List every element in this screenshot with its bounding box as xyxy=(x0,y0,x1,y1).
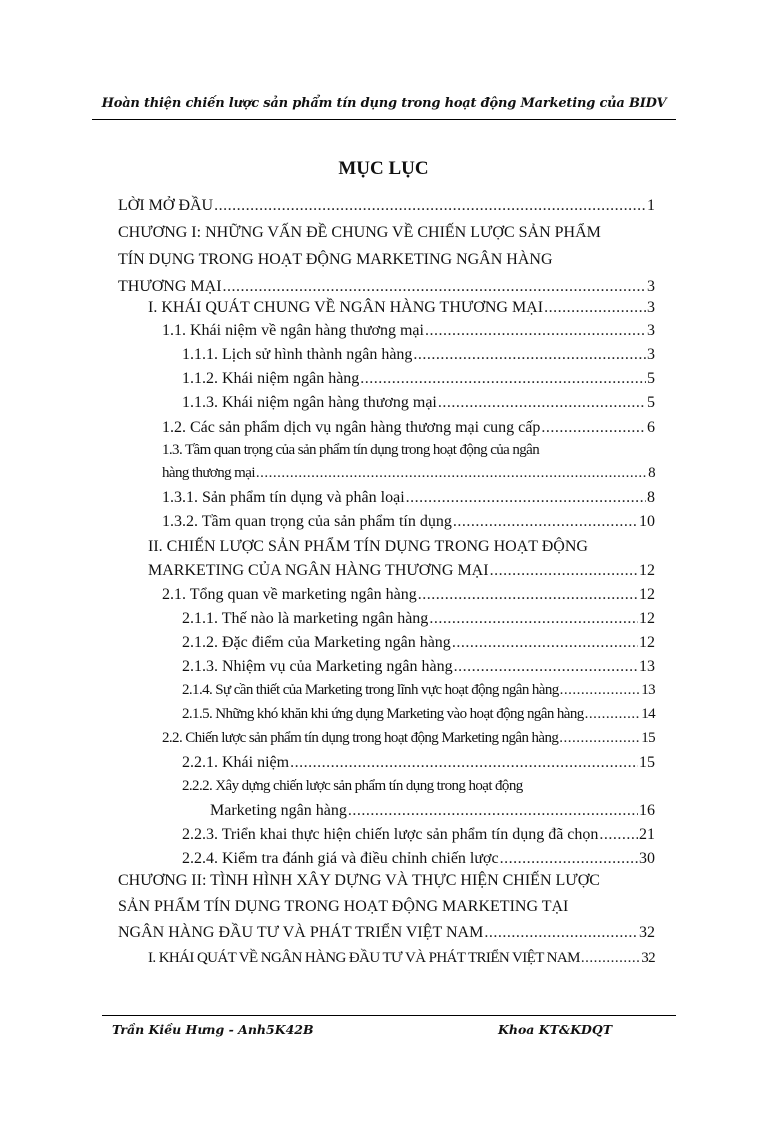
toc-entry-text: 2.1.5. Những khó khăn khi ứng dụng Marketing vào hoạt động ngân hàng xyxy=(182,706,584,722)
toc-page-number: 12 xyxy=(639,586,655,603)
dot-leader xyxy=(360,370,646,388)
dot-leader xyxy=(406,489,646,507)
toc-entry[interactable] xyxy=(162,419,655,437)
dot-leader xyxy=(500,850,638,868)
toc-entry-text: 2.2.4. Kiểm tra đánh giá và điều chỉnh chiến lược xyxy=(182,850,499,867)
toc-entry-text: 1.2. Các sản phẩm dịch vụ ngân hàng thương mại cung cấp xyxy=(162,419,541,436)
dot-leader xyxy=(214,197,646,215)
toc-entry[interactable] xyxy=(182,346,655,364)
toc-entry-text: 2.2.2. Xây dựng chiến lược sản phẩm tín dụng trong hoạt động xyxy=(182,778,523,794)
dot-leader xyxy=(484,924,638,942)
toc-entry-text: 1.3.2. Tầm quan trọng của sản phẩm tín dụng xyxy=(162,513,452,530)
toc-entry[interactable] xyxy=(148,562,655,580)
toc-entry-text: MARKETING CỦA NGÂN HÀNG THƯƠNG MẠI xyxy=(148,562,489,579)
toc-entry[interactable] xyxy=(210,802,655,820)
footer-author: Trần Kiều Hưng - Anh5K42B xyxy=(112,1022,314,1037)
toc-entry[interactable] xyxy=(182,634,655,652)
toc-page-number: 16 xyxy=(639,802,655,819)
toc-page-number: 12 xyxy=(639,634,655,651)
toc-entry[interactable] xyxy=(182,778,523,795)
dot-leader xyxy=(429,610,638,628)
toc-entry[interactable] xyxy=(118,197,655,215)
dot-leader xyxy=(438,394,646,412)
toc-entry[interactable] xyxy=(182,754,655,772)
toc-entry[interactable] xyxy=(182,394,655,412)
toc-entry-text: Marketing ngân hàng xyxy=(210,802,347,819)
dot-leader xyxy=(599,826,638,844)
toc-entry[interactable] xyxy=(182,706,655,723)
toc-entry-text: 1.1.3. Khái niệm ngân hàng thương mại xyxy=(182,394,437,411)
toc-entry[interactable] xyxy=(118,898,568,916)
dot-leader xyxy=(425,322,646,340)
dot-leader xyxy=(490,562,638,580)
dot-leader xyxy=(560,682,641,699)
dot-leader xyxy=(544,299,646,317)
toc-page-number: 12 xyxy=(639,562,655,579)
toc-entry[interactable] xyxy=(182,370,655,388)
toc-entry-text: 2.1.2. Đặc điểm của Marketing ngân hàng xyxy=(182,634,451,651)
toc-page-number: 5 xyxy=(647,370,655,387)
toc-page-number: 32 xyxy=(639,924,655,941)
toc-entry[interactable] xyxy=(118,251,553,269)
toc-page-number: 15 xyxy=(639,754,655,771)
toc-entry[interactable] xyxy=(182,850,655,868)
dot-leader xyxy=(541,419,646,437)
dot-leader xyxy=(452,634,638,652)
toc-entry[interactable] xyxy=(148,299,655,317)
dot-leader xyxy=(413,346,646,364)
toc-page-number: 21 xyxy=(639,826,655,843)
toc-entry[interactable] xyxy=(148,538,588,556)
toc-page-number: 14 xyxy=(641,706,655,722)
toc-entry-text: II. CHIẾN LƯỢC SẢN PHẨM TÍN DỤNG TRONG HOẠT ĐỘNG xyxy=(148,538,588,555)
toc-page-number: 13 xyxy=(639,658,655,675)
toc-entry-text: 1.3.1. Sản phẩm tín dụng và phân loại xyxy=(162,489,405,506)
header-rule xyxy=(92,119,676,120)
toc-entry[interactable] xyxy=(182,826,655,844)
toc-entry-text: NGÂN HÀNG ĐẦU TƯ VÀ PHÁT TRIỂN VIỆT NAM xyxy=(118,924,484,941)
toc-page-number: 1 xyxy=(647,197,655,214)
dot-leader xyxy=(585,706,641,723)
toc-entry-text: 2.2.1. Khái niệm xyxy=(182,754,290,771)
dot-leader xyxy=(581,950,640,967)
toc-page-number: 8 xyxy=(648,465,655,481)
dot-leader xyxy=(256,465,647,482)
dot-leader xyxy=(348,802,638,820)
toc-page-number: 15 xyxy=(641,730,655,746)
toc-page-number: 5 xyxy=(647,394,655,411)
toc-entry[interactable] xyxy=(118,278,655,296)
toc-entry-text: 2.1.4. Sự cần thiết của Marketing trong lĩnh vực hoạt động ngân hàng xyxy=(182,682,559,698)
toc-entry[interactable] xyxy=(162,586,655,604)
toc-entry-text: 2.2. Chiến lược sản phẩm tín dụng trong hoạt động Marketing ngân hàng xyxy=(162,730,559,746)
toc-entry-text: 2.2.3. Triển khai thực hiện chiến lược sản phẩm tín dụng đã chọn xyxy=(182,826,599,843)
toc-page-number: 10 xyxy=(639,513,655,530)
running-header: Hoàn thiện chiến lược sản phẩm tín dụng trong hoạt động Marketing của BIDV xyxy=(101,96,667,111)
toc-entry[interactable] xyxy=(118,224,601,242)
toc-page-number: 32 xyxy=(641,950,655,966)
toc-entry-text: 1.1. Khái niệm về ngân hàng thương mại xyxy=(162,322,424,339)
toc-page-number: 3 xyxy=(647,278,655,295)
toc-page-number: 12 xyxy=(639,610,655,627)
toc-entry[interactable] xyxy=(118,924,655,942)
dot-leader xyxy=(559,730,640,747)
toc-entry[interactable] xyxy=(182,682,655,699)
toc-page-number: 3 xyxy=(647,346,655,363)
toc-entry[interactable] xyxy=(162,730,655,747)
toc-entry-text: I. KHÁI QUÁT CHUNG VỀ NGÂN HÀNG THƯƠNG MẠI xyxy=(148,299,544,316)
toc-entry-text: hàng thương mại xyxy=(162,465,255,481)
toc-page-number: 3 xyxy=(647,299,655,316)
dot-leader xyxy=(290,754,638,772)
toc-entry[interactable] xyxy=(162,442,539,459)
footer-rule xyxy=(102,1015,676,1016)
toc-entry-text: LỜI MỞ ĐẦU xyxy=(118,197,214,214)
toc-entry-text: THƯƠNG MẠI xyxy=(118,278,222,295)
toc-entry-text: 2.1.3. Nhiệm vụ của Marketing ngân hàng xyxy=(182,658,453,675)
toc-entry[interactable] xyxy=(162,513,655,531)
toc-entry[interactable] xyxy=(162,322,655,340)
toc-entry-text: 1.3. Tầm quan trọng của sản phẩm tín dụng trong hoạt động của ngân xyxy=(162,442,540,458)
dot-leader xyxy=(223,278,646,296)
toc-page-number: 13 xyxy=(641,682,655,698)
toc-page-number: 6 xyxy=(647,419,655,436)
toc-entry-text: 2.1. Tổng quan về marketing ngân hàng xyxy=(162,586,417,603)
toc-entry[interactable] xyxy=(148,950,655,967)
toc-entry[interactable] xyxy=(118,872,600,890)
toc-page-number: 3 xyxy=(647,322,655,339)
toc-page-number: 8 xyxy=(647,489,655,506)
toc-entry-text: CHƯƠNG II: TÌNH HÌNH XÂY DỰNG VÀ THỰC HIỆN CHIẾN LƯỢC xyxy=(118,872,600,889)
toc-entry-text: SẢN PHẨM TÍN DỤNG TRONG HOẠT ĐỘNG MARKETING TẠI xyxy=(118,898,569,915)
toc-entry[interactable] xyxy=(182,658,655,676)
toc-title: MỤC LỤC xyxy=(338,158,429,179)
dot-leader xyxy=(453,513,638,531)
toc-entry[interactable] xyxy=(182,610,655,628)
toc-page-number: 30 xyxy=(639,850,655,867)
dot-leader xyxy=(418,586,638,604)
toc-entry-text: CHƯƠNG I: NHỮNG VẤN ĐỀ CHUNG VỀ CHIẾN LƯỢC SẢN PHẨM xyxy=(118,224,601,241)
toc-entry-text: 1.1.2. Khái niệm ngân hàng xyxy=(182,370,360,387)
dot-leader xyxy=(454,658,638,676)
toc-entry[interactable] xyxy=(162,489,655,507)
toc-entry-text: 2.1.1. Thế nào là marketing ngân hàng xyxy=(182,610,429,627)
toc-entry[interactable] xyxy=(162,465,655,482)
footer-faculty: Khoa KT&KDQT xyxy=(498,1022,613,1037)
toc-entry-text: TÍN DỤNG TRONG HOẠT ĐỘNG MARKETING NGÂN HÀNG xyxy=(118,251,553,268)
toc-entry-text: I. KHÁI QUÁT VỀ NGÂN HÀNG ĐẦU TƯ VÀ PHÁT TRIỂN VIỆT NAM xyxy=(148,950,580,966)
toc-entry-text: 1.1.1. Lịch sử hình thành ngân hàng xyxy=(182,346,413,363)
